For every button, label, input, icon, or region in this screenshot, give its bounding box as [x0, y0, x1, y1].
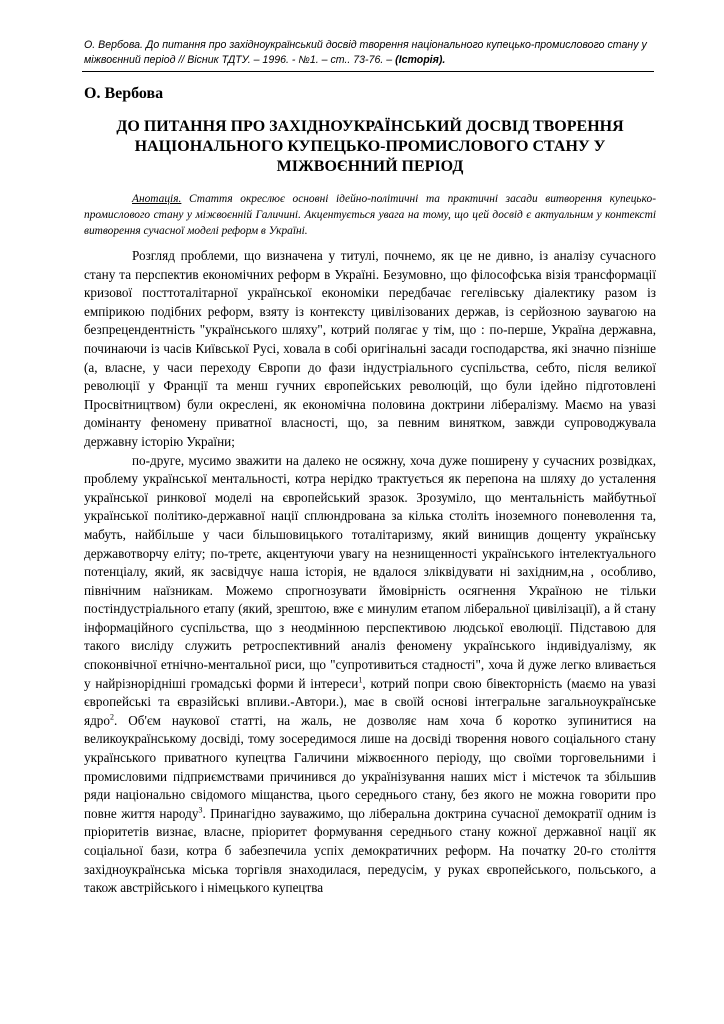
citation-text: О. Вербова. До питання про західноукраїнський досвід творення національного купецько-промислового стану у міжвоєнний період // Вісник ТДТУ. – 1996. - №1. – ст.. 73-76. –: [84, 39, 647, 66]
citation-end: .: [442, 54, 446, 66]
footnote-ref-3[interactable]: 3: [198, 805, 203, 815]
citation-header: [84, 38, 650, 68]
footnote-ref-2[interactable]: 2: [109, 712, 114, 722]
article-body: [84, 247, 656, 898]
paragraph-2-part-a: по-друге, мусимо зважити на далеко не осяжну, хоча дуже поширену у сучасних розвідках, проблему української ментальності, котра нерідко трактується як перепона на шляху до усталення української ринкової моделі на європейський зразок. Зрозуміло, що ментальність майбутньої української політико-державної нації сплюндрована за кілька століть іноземного поневолення та, мабуть, найбільше у часи більшовицького тоталітаризму, який винищив дощенту українську державотворчу еліту; по-третє, акцентуючи увагу на незнищенності українського інтелектуального потенціалу, який, як засвідчує наша історія, не вдалося зліквідувати ні західним,на , особливо, північним наїзникам. Можемо спрогнозувати ймовірність осягнення Україною не тільки постіндустріального етапу (який, зрештою, вже є минулим етапом ліберальної цивілізації), а й стану інформаційного суспільства, що з неодмінною перспективою людської еволюції. Підставою для такого висліду служить ретроспективний аналіз феномену українського індивідуалізму, як споконвічної етнічно-ментальної риси, що "супротивиться стадності", хоча й дуже легко вливається у найрізнорідніші громадські форми й інтереси: [84, 452, 656, 691]
paragraph-2-part-b: , котрий попри свою бівекторність (маємо на увазі європейські та євразійські впливи.-Автори.), має в своїй основі інтегральне загальноукраїнське ядро: [84, 675, 656, 728]
abstract: [84, 191, 656, 239]
paragraph-2: [84, 452, 656, 898]
header-divider: [82, 71, 654, 72]
footnote-ref-1[interactable]: 1: [358, 675, 363, 685]
article-title: ДО ПИТАННЯ ПРО ЗАХІДНОУКРАЇНСЬКИЙ ДОСВІД ТВОРЕННЯ НАЦІОНАЛЬНОГО КУПЕЦЬКО-ПРОМИСЛОВОГО СТАНУ У МІЖВОЄННИЙ ПЕРІОД: [116, 118, 624, 175]
author-name: О. Вербова: [84, 85, 164, 102]
paragraph-2-part-d: . Принагідно зауважимо, що ліберальна доктрина сучасної демократії одним із пріоритетів визнає, власне, пріоритет формування середнього стану кожної державної нації як соціальної бази, котра б забезпечила успіх демократичних реформ. На початку 20-го століття західноукраїнська міська торгівля знаходилася, передусім, у руках європейського, польського, а також австрійського і німецького купецтва: [84, 805, 656, 896]
abstract-text: Стаття окреслює основні ідейно-політичні та практичні засади витворення купецько-промислового стану у міжвоєнній Галичині. Акцентується увага на тому, що цей досвід є актуальним у контексті витворення сучасної моделі реформ в Україні.: [84, 193, 656, 237]
abstract-label: Анотація.: [132, 193, 182, 205]
citation-section: (Історія): [395, 54, 443, 66]
paragraph-2-part-c: . Об'єм наукової статті, на жаль, не дозволяє нам хоча б коротко зупинитися на великоукраїнському досвіді, тому зосередимося лише на досвіді творення нового соціального стану українського приватного купецтва Галичини міжвоєнного періоду, що своїми торговельними і промисловими підприємствами причинився до українізування наших міст і містечок та збільшив ряди національно свідомого міщанства, цього середнього стану, без якого не можна говорити про повне життя народу: [84, 712, 656, 821]
paragraph-1: Розгляд проблеми, що визначена у титулі, почнемо, як це не дивно, із аналізу сучасного стану та перспектив економічних реформ в Україні. Безумовно, що філософська візія трансформації кризової посттоталітарної української економіки передбачає гегелівську діалектику разом із емпірикою подібних реформ, взяту із контексту цивілізованих держав, із серйозною заувагою на безпрецендентність "українського шляху", котрий полягає у тім, що : по-перше, Україна державна, починаючи із часів Київської Русі, ховала в собі оригінальні засади господарства, які значно пізніше (а, власне, у часи переходу Європи до фази індустріального суспільства, себто, після великої революції у Франції та менш гучних європейських революцій, що були ідейно підготовлені Просвітництвом) були окреслені, як економічна половина доктрини лібералізму. Маємо на увазі домінанту феномену приватної власності, що, за певним винятком, завжди супроводжувала державну історію України;: [84, 248, 656, 449]
